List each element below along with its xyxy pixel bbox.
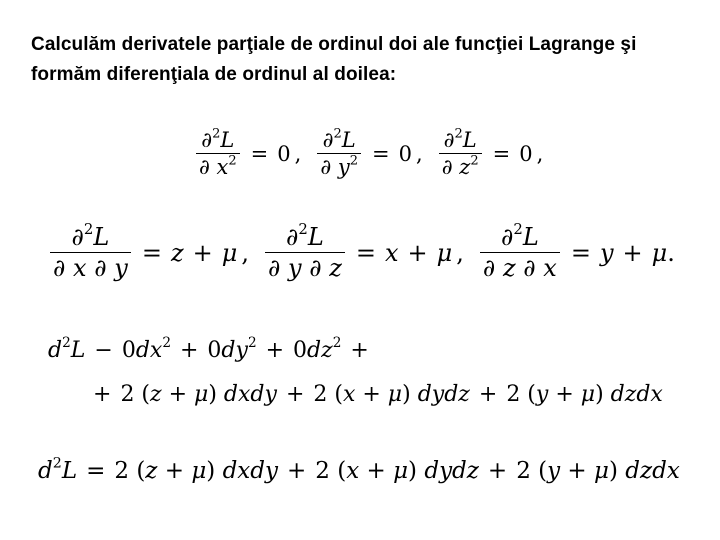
fraction-d2L-dz2: $\frac{\partial^2L}{\partial z^2}$	[439, 128, 482, 179]
equation-differential-simplified: $d^2L$ = 2 (z + μ) dxdy + 2 (x + μ) dydz + 2 (y + μ) dzdx	[38, 455, 680, 484]
equation-differential-expanded-line1: $d^2L$ − $0dx^2$ + $0dy^2$ + $0dz^2$ +	[48, 334, 369, 363]
equation-differential-expanded-line2: + 2 (z + μ) dxdy + 2 (x + μ) dydz + 2 (y + μ) dzdx	[93, 382, 663, 407]
equation-second-partials-pure: $\frac{\partial^2L}{\partial x^2}$ = 0 , $\frac{\partial^2L}{\partial y^2}$ = 0 , $\frac{\partial^2L}{\partial z^2}$ = 0 ,	[194, 128, 543, 179]
fraction-d2L-dzdx: $\frac{\partial^2L}{\partial z \partial x}$	[480, 223, 560, 282]
fraction-d2L-dydz: $\frac{\partial^2L}{\partial y \partial z}$	[265, 223, 345, 282]
fraction-d2L-dxdy: $\frac{\partial^2L}{\partial x \partial y}$	[50, 223, 131, 282]
equation-second-partials-mixed: $\frac{\partial^2L}{\partial x \partial y}$ = z + μ , $\frac{\partial^2L}{\partial y \partial z}$ = x + μ , $\frac{\partial^2L}{\partial z \partial x}$ = y + μ .	[48, 223, 675, 282]
slide-heading: Calculăm derivatele parţiale de ordinul doi ale funcţiei Lagrange şi formăm diferenţiala de ordinul al doilea:	[31, 34, 637, 85]
fraction-d2L-dx2: $\frac{\partial^2L}{\partial x^2}$	[196, 128, 240, 179]
fraction-d2L-dy2: $\frac{\partial^2L}{\partial y^2}$	[317, 128, 361, 179]
